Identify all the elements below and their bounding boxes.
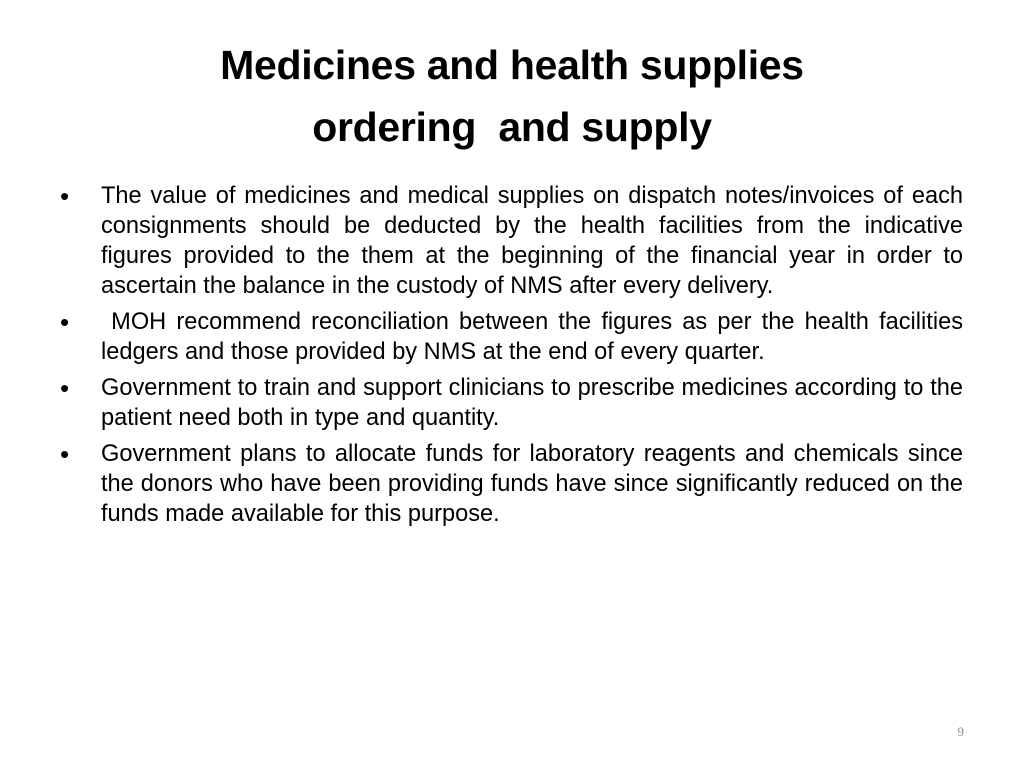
slide-title [60, 34, 964, 158]
page-number: 9 [957, 724, 964, 739]
bullet-item [60, 439, 963, 529]
bullet-item [60, 307, 970, 367]
slide-title-line-1: Medicines and health supplies [220, 42, 804, 88]
bullet-marker: • [60, 373, 70, 403]
bullet-item [60, 373, 963, 433]
slide-title-line-2: ordering and supply [312, 104, 712, 150]
bullet-marker: • [60, 307, 70, 337]
bullet-marker: • [60, 439, 70, 469]
bullet-marker: • [60, 181, 70, 211]
bullet-text: The value of medicines and medical supplies on dispatch notes/invoices of each consignments should be deducted by the health facilities from the indicative figures provided to the them at the beginning of the financial year in order to ascertain the balance in the custody of NMS after every delivery. [101, 183, 963, 299]
bullet-text: Government to train and support clinicians to prescribe medicines according to the patient need both in type and quantity. [101, 375, 963, 431]
bullet-text: MOH recommend reconciliation between the figures as per the health facilities ledgers and those provided by NMS at the end of every quarter. [101, 309, 970, 365]
bullet-list [60, 181, 970, 535]
bullet-text: Government plans to allocate funds for laboratory reagents and chemicals since the donors who have been providing funds have since significantly reduced on the funds made available for this purpose. [101, 441, 963, 527]
bullet-item [60, 181, 963, 301]
